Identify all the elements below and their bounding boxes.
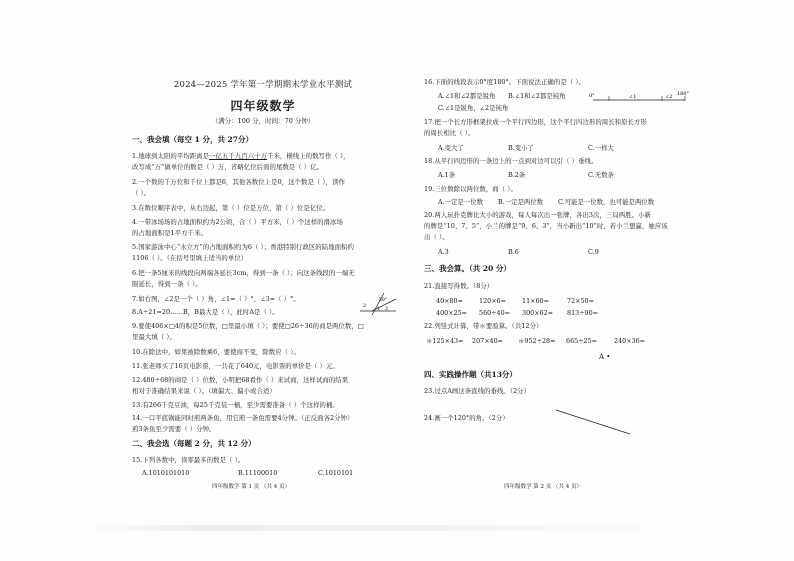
question-15-options — [142, 469, 353, 477]
section-heading: 一、我会填（每空 1 分，共 27分） — [132, 135, 253, 144]
question-2-line2: （ ）。 — [132, 189, 151, 197]
question-2: 2.一个数的千万位和千位上都是6，其他各数位上是0，这个数是（ ），读作 — [132, 178, 345, 186]
calc-item: 560÷40= — [479, 309, 511, 317]
option-b: B.11100010 — [238, 469, 278, 477]
option-c: C.一样大 — [588, 144, 614, 152]
fig-label-0deg: 0° — [589, 93, 595, 99]
q1-underlined-number: 一亿五千九百六十万 — [209, 152, 268, 160]
point-a-label: A — [599, 353, 605, 361]
exam-title: 2024—2025 学年第一学期期末学业水平测试 — [173, 80, 353, 90]
question-22: 22.列竖式计算，带＊要验算。（共12分） — [424, 322, 543, 330]
fig-label-180deg: 180° — [677, 91, 690, 97]
calc-item: 120×6= — [479, 297, 506, 305]
q1-text-post: 千米，横线上的数写作（ ）， — [267, 152, 350, 160]
question-9-line2: 里最大填（ ）。 — [132, 333, 176, 341]
question-20: 20.两人玩扑克牌比大小的游戏，每人每次出一张牌，各出3次，三局两胜。小新 — [424, 211, 651, 219]
calc-item: 72×50= — [567, 297, 594, 305]
question-17: 17.把一个长方形框架拉成一个平行四边形，这个平行四边形的周长和原长方形 — [424, 118, 647, 126]
option-b: B.变小了 — [508, 144, 534, 152]
page-footer: 四年级数学 第 2 页 （共 4 页） — [504, 484, 582, 490]
question-5: 5.国家游泳中心“水立方”的占地面积约为6（ ）；香港特别行政区的陆地面积约 — [132, 243, 354, 251]
question-8: 8.A÷21=20……B，B最大是（ ），此时A是（ ）。 — [132, 308, 279, 316]
question-5-line2: 1106（ ）。（在括号里填上适当的单位） — [132, 254, 248, 262]
question-14-line2: 煎3条鱼至少需要（ ）分钟。 — [132, 425, 216, 433]
calc-item: 300×62= — [522, 309, 554, 317]
question-13: 13.有266千克豆油，每25千克装一桶，至少需要准备（ ）个这样的桶。 — [132, 401, 339, 409]
question-1 — [132, 151, 350, 162]
question-15: 15.下列各数中，读零最多的数是（ ）。 — [132, 456, 245, 464]
question-17-options — [438, 143, 614, 152]
calc-row-1 — [436, 297, 594, 305]
question-9: 9.要使406×□4的积是5位数，□里最小填（ ）；要使□26÷36的商是两位数，□ — [132, 322, 364, 330]
fig-label-1: 1 — [377, 307, 380, 312]
question-6: 6.把一条5厘米的线段向两端各延长3cm，得到一条（ ）；向这条线段的一端无 — [132, 269, 355, 277]
left-page — [132, 0, 394, 561]
question-16-option-c: C.∠1是锐角，∠2是钝角 — [438, 104, 509, 112]
question-20-options — [438, 248, 599, 256]
calc-row-2 — [436, 309, 598, 317]
option-c: C.1010101 — [318, 469, 354, 477]
option-b: B.∠1和∠2都是钝角 — [508, 92, 566, 100]
question-20-line3: 出（ ）。 — [424, 233, 449, 241]
question-10: 10.在除法中，如果被除数乘6，要使商不变，除数应（ ）。 — [132, 348, 300, 356]
question-4: 4.一带冰场场的占地面积约为2公顷，合（ ）平方米，（ ）个这样的滑冰场 — [132, 218, 343, 226]
question-4-line2: 的占地面积是1平方千米。 — [132, 229, 207, 237]
option-a: A.3 — [438, 248, 449, 256]
fig-label-3: 3 — [385, 307, 388, 312]
straight-line-figure — [554, 408, 634, 438]
question-1-line2: 改写成“万”做单位的数是（ ）万，省略亿位后面的尾数是（ ）亿。 — [132, 163, 324, 171]
calc-item: 240×36= — [614, 337, 646, 345]
question-18-options — [438, 170, 614, 179]
question-16: 16.下面的线段表示0°度180°。下面说法正确的是（ ）。 — [424, 78, 585, 86]
question-18: 18.从平行四边形的一条边上的一点到对边可以引（ ）垂线。 — [424, 157, 598, 165]
question-23: 23.过点A画这条直线的垂线。（2分） — [424, 387, 531, 395]
calc-item: 813÷90= — [567, 309, 599, 317]
option-a: A.1010101010 — [142, 469, 190, 477]
question-3: 3.在数位顺序表中，从右边起，第（ ）位是万位，第（ ）位是亿位。 — [132, 204, 330, 212]
section-heading: 二、我会选（每题 2 分，共 12 分） — [132, 439, 256, 448]
question-17-line2: 的周长相比（ ）。 — [424, 129, 475, 137]
question-16-options — [438, 91, 566, 100]
section-heading: 四、实践操作题（共13分） — [424, 370, 517, 379]
question-12-line2: 相对于准确结果来说（ ）。（填偏大、偏小或合适） — [132, 387, 276, 395]
question-24: 24.画一个120°的角。（2分） — [424, 414, 509, 422]
question-19-options — [438, 197, 654, 206]
question-20-line2: 的牌是“10、7、5”，小兰的牌是“9、6、3”，当小新出“10”时，若小兰想赢，她应该 — [424, 222, 668, 230]
section-heading: 三、我会算。（共 20 分） — [424, 264, 511, 273]
page-footer: 四年级数学 第 1 页 （共 4 页） — [212, 484, 290, 490]
calc-item: 11×60= — [522, 297, 549, 305]
calc-item: 665÷25= — [566, 337, 598, 345]
option-a: A.变大了 — [438, 144, 464, 152]
question-7: 7.如右图，∠2是一个（ ）角，∠1=（ ）°，∠3=（ ）°。 — [132, 295, 300, 303]
calc-item: 400×25= — [436, 309, 468, 317]
option-a: A.一定是一位数 — [438, 198, 483, 206]
angle-figure — [358, 291, 398, 317]
fig-label-50deg: 50° — [379, 298, 387, 303]
option-b: B.6 — [508, 248, 519, 256]
option-c: C.可能是一位数，也可能是两位数 — [558, 198, 655, 206]
fig-label-angle1: ∠1 — [629, 94, 637, 100]
question-6-line2: 限延长，得到一条（ ）。 — [132, 280, 202, 288]
question-12: 12.480÷68的商是（ ）位数，小明把68看作（ ）来试商，这样试商的结果 — [132, 376, 349, 384]
option-c: C.9 — [588, 248, 599, 256]
question-11: 11.张老师买了16页电影票，一共花了640元，电影票的单价是（ ）元。 — [132, 362, 339, 370]
point-a-marker: A • — [599, 353, 611, 361]
calc-item: 207×40= — [472, 337, 504, 345]
scan-edge-shadow — [80, 525, 680, 531]
fig-label-2: 2 — [363, 303, 367, 309]
option-b: B.一定是两位数 — [498, 198, 544, 206]
option-b: B.2条 — [508, 171, 526, 179]
question-21: 21.直接写得数。（8分） — [424, 282, 494, 290]
exam-meta: （满分：100 分，时间：70 分钟） — [211, 117, 315, 125]
option-c: C.无数条 — [588, 171, 614, 179]
question-14: 14.一口平底锅能同时煎两条鱼，用它煎一条鱼需要4分钟。（正反面各2分钟） — [132, 414, 354, 422]
option-a: A.∠1和∠2都是锐角 — [438, 92, 496, 100]
calc-item: 40×80= — [436, 297, 463, 305]
protractor-line-figure — [589, 90, 694, 106]
fig-label-angle2: ∠2 — [665, 94, 673, 100]
exam-subtitle: 四年级数学 — [230, 99, 296, 113]
calc-row-3 — [426, 336, 645, 345]
q1-text-pre: 1.地球到太阳的平均距离是 — [132, 152, 210, 160]
option-a: A.1条 — [438, 171, 456, 179]
right-page — [424, 0, 694, 561]
calc-item: ＊952÷28= — [518, 337, 556, 345]
calc-item: ＊125×43= — [426, 337, 464, 345]
question-19: 19.三位数除以两位数，商（ ）。 — [424, 185, 517, 193]
